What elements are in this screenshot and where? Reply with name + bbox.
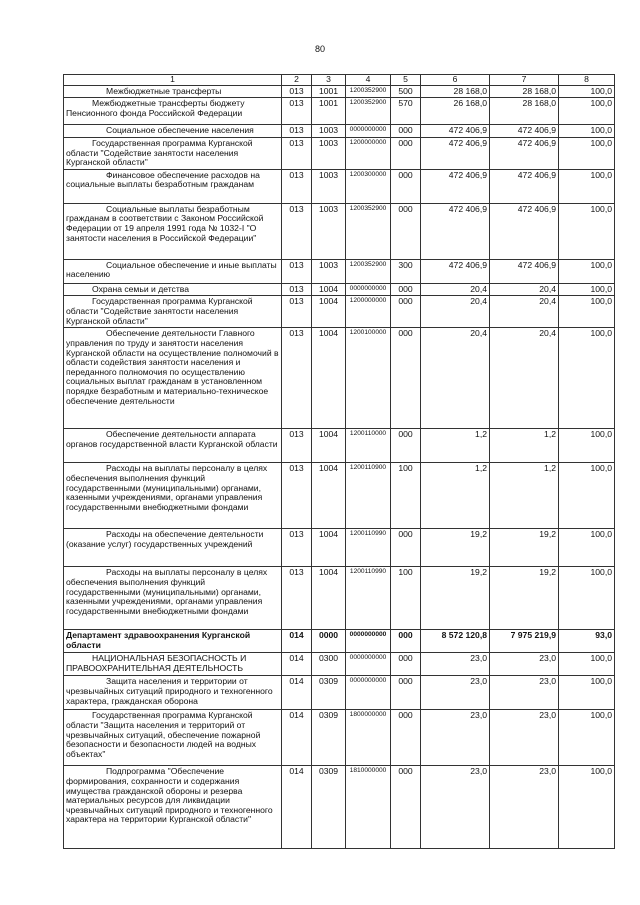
row-section-code-cell: 1004 — [312, 283, 346, 296]
row-percent-cell: 100,0 — [559, 296, 615, 328]
row-admin-code-cell: 014 — [282, 676, 312, 710]
table-row — [64, 125, 615, 138]
row-executed-cell: 1,2 — [490, 463, 559, 529]
table-row — [64, 630, 615, 653]
row-name-cell: Охрана семьи и детства — [64, 283, 282, 296]
row-admin-code-cell: 013 — [282, 567, 312, 630]
page-number: 80 — [314, 44, 325, 54]
row-executed-cell: 23,0 — [490, 653, 559, 676]
row-target-code-cell: 1810000000 — [346, 766, 391, 849]
row-expense-type-cell: 000 — [391, 328, 421, 429]
row-planned-cell: 472 406,9 — [421, 169, 490, 203]
row-name-cell: Обеспечение деятельности Главного управления по труду и занятости населения Курганской области на осуществление полномочий в области содействия занятости населения и переданного полномочия по осуществлению социальных выплат гражданам в установленном порядке безработным и материально-техническое обеспечение деятельности — [64, 328, 282, 429]
row-section-code-cell: 1001 — [312, 98, 346, 125]
row-expense-type-cell: 100 — [391, 463, 421, 529]
row-percent-cell: 100,0 — [559, 567, 615, 630]
row-admin-code-cell: 013 — [282, 203, 312, 259]
row-section-code-cell: 0300 — [312, 653, 346, 676]
row-executed-cell: 20,4 — [490, 283, 559, 296]
row-expense-type-cell: 100 — [391, 567, 421, 630]
row-percent-cell: 100,0 — [559, 169, 615, 203]
row-executed-cell: 28 168,0 — [490, 85, 559, 98]
header-cell: 5 — [391, 75, 421, 86]
row-expense-type-cell: 000 — [391, 169, 421, 203]
header-cell: 8 — [559, 75, 615, 86]
row-expense-type-cell: 570 — [391, 98, 421, 125]
row-section-code-cell: 0000 — [312, 630, 346, 653]
row-percent-cell: 100,0 — [559, 85, 615, 98]
row-planned-cell: 19,2 — [421, 529, 490, 567]
row-admin-code-cell: 013 — [282, 463, 312, 529]
table-row — [64, 203, 615, 259]
row-executed-cell: 19,2 — [490, 567, 559, 630]
row-planned-cell: 26 168,0 — [421, 98, 490, 125]
row-percent-cell: 100,0 — [559, 98, 615, 125]
row-percent-cell: 100,0 — [559, 529, 615, 567]
row-section-code-cell: 1001 — [312, 85, 346, 98]
row-target-code-cell: 1200110000 — [346, 429, 391, 463]
table-row — [64, 766, 615, 849]
row-target-code-cell: 1200110990 — [346, 567, 391, 630]
row-target-code-cell: 1200000000 — [346, 137, 391, 169]
row-expense-type-cell: 000 — [391, 676, 421, 710]
row-name-cell: Межбюджетные трансферты бюджету Пенсионного фонда Российской Федерации — [64, 98, 282, 125]
row-name-cell: Социальное обеспечение и иные выплаты населению — [64, 259, 282, 283]
row-executed-cell: 23,0 — [490, 766, 559, 849]
row-percent-cell: 100,0 — [559, 283, 615, 296]
row-expense-type-cell: 000 — [391, 125, 421, 138]
row-planned-cell: 23,0 — [421, 710, 490, 766]
row-target-code-cell: 0000000000 — [346, 283, 391, 296]
row-name-cell: Обеспечение деятельности аппарата органов государственной власти Курганской области — [64, 429, 282, 463]
row-percent-cell: 100,0 — [559, 653, 615, 676]
row-section-code-cell: 1004 — [312, 567, 346, 630]
row-name-cell: Межбюджетные трансферты — [64, 85, 282, 98]
row-target-code-cell: 1200110900 — [346, 463, 391, 529]
row-planned-cell: 23,0 — [421, 676, 490, 710]
row-percent-cell: 93,0 — [559, 630, 615, 653]
row-section-code-cell: 0309 — [312, 676, 346, 710]
header-cell: 1 — [64, 75, 282, 86]
row-section-code-cell: 0309 — [312, 766, 346, 849]
row-admin-code-cell: 013 — [282, 85, 312, 98]
row-section-code-cell: 1003 — [312, 259, 346, 283]
row-name-cell: Расходы на выплаты персоналу в целях обеспечения выполнения функций государственными (муниципальными) органами, казенными учреждениями, органами управления государственными внебюджетными фондами — [64, 567, 282, 630]
row-executed-cell: 7 975 219,9 — [490, 630, 559, 653]
row-name-cell: Департамент здравоохранения Курганской области — [64, 630, 282, 653]
row-planned-cell: 472 406,9 — [421, 125, 490, 138]
header-cell: 4 — [346, 75, 391, 86]
table-row — [64, 259, 615, 283]
table-row — [64, 463, 615, 529]
row-expense-type-cell: 000 — [391, 296, 421, 328]
row-name-cell: Финансовое обеспечение расходов на социальные выплаты безработным гражданам — [64, 169, 282, 203]
table-row — [64, 710, 615, 766]
row-target-code-cell: 1200000000 — [346, 296, 391, 328]
row-executed-cell: 23,0 — [490, 710, 559, 766]
row-section-code-cell: 0309 — [312, 710, 346, 766]
row-admin-code-cell: 013 — [282, 328, 312, 429]
row-percent-cell: 100,0 — [559, 328, 615, 429]
budget-table-body — [64, 75, 615, 849]
header-cell: 2 — [282, 75, 312, 86]
row-section-code-cell: 1004 — [312, 296, 346, 328]
row-expense-type-cell: 000 — [391, 630, 421, 653]
row-target-code-cell: 1800000000 — [346, 710, 391, 766]
table-row — [64, 98, 615, 125]
row-expense-type-cell: 000 — [391, 137, 421, 169]
table-row — [64, 653, 615, 676]
row-executed-cell: 20,4 — [490, 328, 559, 429]
row-target-code-cell: 1200352900 — [346, 259, 391, 283]
row-name-cell: Государственная программа Курганской области "Защита населения и территорий от чрезвычайных ситуаций, обеспечение пожарной безопасности и безопасности людей на водных объектах" — [64, 710, 282, 766]
row-target-code-cell: 1200352900 — [346, 98, 391, 125]
table-row — [64, 529, 615, 567]
row-executed-cell: 472 406,9 — [490, 203, 559, 259]
budget-table — [63, 74, 615, 849]
row-percent-cell: 100,0 — [559, 463, 615, 529]
row-planned-cell: 1,2 — [421, 463, 490, 529]
row-section-code-cell: 1003 — [312, 125, 346, 138]
row-executed-cell: 472 406,9 — [490, 259, 559, 283]
table-row — [64, 567, 615, 630]
row-expense-type-cell: 000 — [391, 203, 421, 259]
row-expense-type-cell: 500 — [391, 85, 421, 98]
row-percent-cell: 100,0 — [559, 710, 615, 766]
row-executed-cell: 23,0 — [490, 676, 559, 710]
row-expense-type-cell: 000 — [391, 766, 421, 849]
row-section-code-cell: 1003 — [312, 169, 346, 203]
header-cell: 7 — [490, 75, 559, 86]
row-planned-cell: 8 572 120,8 — [421, 630, 490, 653]
row-admin-code-cell: 014 — [282, 630, 312, 653]
row-name-cell: Расходы на выплаты персоналу в целях обеспечения выполнения функций государственными (муниципальными) органами, казенными учреждениями, органами управления государственными внебюджетными фондами — [64, 463, 282, 529]
row-executed-cell: 472 406,9 — [490, 169, 559, 203]
row-percent-cell: 100,0 — [559, 766, 615, 849]
row-admin-code-cell: 013 — [282, 283, 312, 296]
row-section-code-cell: 1004 — [312, 328, 346, 429]
row-expense-type-cell: 000 — [391, 653, 421, 676]
row-admin-code-cell: 014 — [282, 653, 312, 676]
row-expense-type-cell: 000 — [391, 429, 421, 463]
row-executed-cell: 20,4 — [490, 296, 559, 328]
row-admin-code-cell: 013 — [282, 429, 312, 463]
row-name-cell: Подпрограмма "Обеспечение формирования, сохранности и содержания имущества гражданской обороны и резерва материальных ресурсов для ликвидации чрезвычайных ситуаций природного и техногенного характера на территории Курганской области" — [64, 766, 282, 849]
row-name-cell: Защита населения и территории от чрезвычайных ситуаций природного и техногенного характера, гражданская оборона — [64, 676, 282, 710]
row-admin-code-cell: 013 — [282, 529, 312, 567]
row-executed-cell: 1,2 — [490, 429, 559, 463]
row-section-code-cell: 1003 — [312, 137, 346, 169]
header-cell: 6 — [421, 75, 490, 86]
row-planned-cell: 472 406,9 — [421, 203, 490, 259]
row-planned-cell: 20,4 — [421, 283, 490, 296]
row-planned-cell: 1,2 — [421, 429, 490, 463]
row-admin-code-cell: 013 — [282, 137, 312, 169]
row-admin-code-cell: 013 — [282, 169, 312, 203]
row-percent-cell: 100,0 — [559, 259, 615, 283]
row-executed-cell: 19,2 — [490, 529, 559, 567]
table-row — [64, 85, 615, 98]
table-row — [64, 676, 615, 710]
row-target-code-cell: 1200100000 — [346, 328, 391, 429]
table-row — [64, 328, 615, 429]
row-target-code-cell: 1200110990 — [346, 529, 391, 567]
row-name-cell: Государственная программа Курганской области "Содействие занятости населения Курганской области" — [64, 296, 282, 328]
table-row — [64, 429, 615, 463]
row-expense-type-cell: 000 — [391, 710, 421, 766]
row-name-cell: Социальное обеспечение населения — [64, 125, 282, 138]
row-planned-cell: 20,4 — [421, 328, 490, 429]
row-expense-type-cell: 000 — [391, 283, 421, 296]
row-planned-cell: 472 406,9 — [421, 259, 490, 283]
row-target-code-cell: 0000000000 — [346, 653, 391, 676]
row-target-code-cell: 1200352900 — [346, 85, 391, 98]
row-executed-cell: 28 168,0 — [490, 98, 559, 125]
row-admin-code-cell: 013 — [282, 98, 312, 125]
row-target-code-cell: 1200352900 — [346, 203, 391, 259]
row-planned-cell: 472 406,9 — [421, 137, 490, 169]
table-header-row — [64, 75, 615, 86]
row-admin-code-cell: 014 — [282, 710, 312, 766]
row-name-cell: Расходы на обеспечение деятельности (оказание услуг) государственных учреждений — [64, 529, 282, 567]
row-name-cell: Социальные выплаты безработным гражданам в соответствии с Законом Российской Федерации от 19 апреля 1991 года № 1032-I "О занятости населения в Российской Федерации" — [64, 203, 282, 259]
row-percent-cell: 100,0 — [559, 203, 615, 259]
header-cell: 3 — [312, 75, 346, 86]
row-name-cell: Государственная программа Курганской области "Содействие занятости населения Курганской области" — [64, 137, 282, 169]
table-row — [64, 296, 615, 328]
row-planned-cell: 23,0 — [421, 766, 490, 849]
row-percent-cell: 100,0 — [559, 676, 615, 710]
row-expense-type-cell: 000 — [391, 529, 421, 567]
row-percent-cell: 100,0 — [559, 125, 615, 138]
table-row — [64, 283, 615, 296]
row-expense-type-cell: 300 — [391, 259, 421, 283]
row-planned-cell: 20,4 — [421, 296, 490, 328]
row-section-code-cell: 1004 — [312, 463, 346, 529]
row-name-cell: НАЦИОНАЛЬНАЯ БЕЗОПАСНОСТЬ И ПРАВООХРАНИТЕЛЬНАЯ ДЕЯТЕЛЬНОСТЬ — [64, 653, 282, 676]
row-planned-cell: 28 168,0 — [421, 85, 490, 98]
row-admin-code-cell: 013 — [282, 259, 312, 283]
row-section-code-cell: 1003 — [312, 203, 346, 259]
row-percent-cell: 100,0 — [559, 137, 615, 169]
row-admin-code-cell: 014 — [282, 766, 312, 849]
row-percent-cell: 100,0 — [559, 429, 615, 463]
row-executed-cell: 472 406,9 — [490, 125, 559, 138]
row-section-code-cell: 1004 — [312, 429, 346, 463]
row-target-code-cell: 0000000000 — [346, 125, 391, 138]
row-target-code-cell: 0000000000 — [346, 676, 391, 710]
table-row — [64, 137, 615, 169]
row-planned-cell: 19,2 — [421, 567, 490, 630]
row-admin-code-cell: 013 — [282, 125, 312, 138]
row-target-code-cell: 0000000000 — [346, 630, 391, 653]
row-section-code-cell: 1004 — [312, 529, 346, 567]
row-planned-cell: 23,0 — [421, 653, 490, 676]
row-target-code-cell: 1200300000 — [346, 169, 391, 203]
row-admin-code-cell: 013 — [282, 296, 312, 328]
row-executed-cell: 472 406,9 — [490, 137, 559, 169]
table-row — [64, 169, 615, 203]
